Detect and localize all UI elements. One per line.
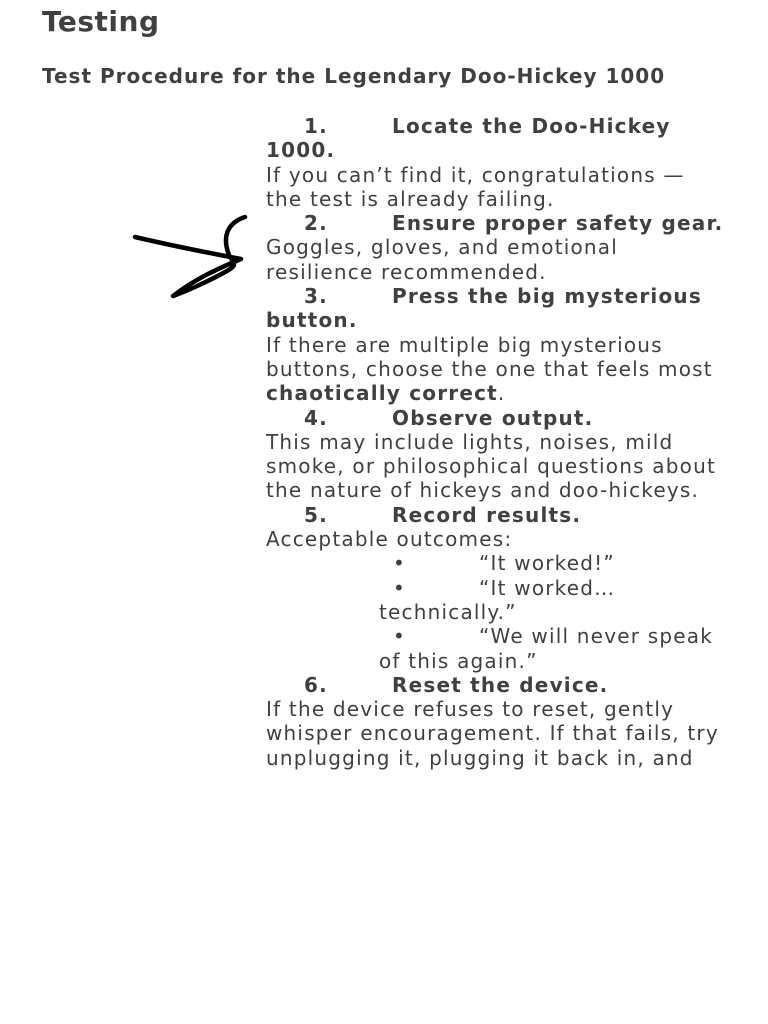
step-description: Goggles, gloves, and emotional resilience recommended. — [266, 235, 619, 284]
step-title: Record results. — [392, 502, 582, 527]
step-title: Ensure proper safety gear. — [392, 211, 724, 236]
step-description: Acceptable outcomes: — [266, 527, 513, 552]
step-description: If you can’t find it, congratulations — the test is already failing. — [266, 162, 685, 211]
step-description: If the device refuses to reset, gently whisper encouragement. If that fails, try unplugging it, plugging it back in, and — [266, 697, 719, 770]
step-4 — [266, 406, 726, 503]
step-heading — [266, 503, 726, 527]
step-heading — [266, 673, 726, 697]
list-item-text: “It worked!” — [479, 551, 615, 576]
step-1 — [266, 114, 726, 211]
list-item — [379, 551, 729, 575]
bullet-icon: • — [393, 624, 406, 649]
section-title: Test Procedure for the Legendary Doo-Hickey 1000 — [42, 64, 666, 88]
step-number: 2. — [304, 211, 328, 236]
step-number: 1. — [304, 114, 328, 138]
step-description-text: If there are multiple big mysterious buttons, choose the one that feels most — [266, 332, 713, 381]
bullet-icon: • — [393, 551, 406, 576]
test-procedure-list — [266, 114, 726, 770]
step-description — [266, 333, 726, 406]
step-2 — [266, 211, 726, 284]
step-title: Press the big mysterious button. — [266, 284, 702, 333]
step-title: Locate the Doo-Hickey 1000. — [266, 114, 671, 163]
step-heading — [266, 406, 726, 430]
step-title: Reset the device. — [392, 672, 609, 697]
step-number: 3. — [304, 284, 328, 309]
emphasis-text: chaotically correct — [266, 381, 498, 406]
step-6 — [266, 673, 726, 770]
step-3 — [266, 284, 726, 405]
step-number: 4. — [304, 405, 328, 430]
step-number: 6. — [304, 672, 328, 697]
handwritten-arrow-icon — [125, 205, 255, 305]
step-5 — [266, 503, 726, 673]
step-heading — [266, 284, 726, 333]
step-number: 5. — [304, 502, 328, 527]
page-title: Testing — [42, 5, 160, 38]
outcomes-list — [266, 551, 726, 672]
bullet-icon: • — [393, 575, 406, 600]
list-item — [379, 624, 729, 673]
step-heading — [266, 114, 726, 163]
step-title: Observe output. — [392, 405, 594, 430]
step-heading — [266, 211, 726, 235]
step-description-end: . — [497, 381, 506, 406]
list-item — [379, 576, 729, 625]
list-item-text: “We will never speak of this again.” — [379, 624, 713, 673]
step-description: This may include lights, noises, mild smoke, or philosophical questions about the nature of hickeys and doo-hickeys. — [266, 429, 717, 503]
list-item-text: “It worked… technically.” — [379, 575, 616, 624]
